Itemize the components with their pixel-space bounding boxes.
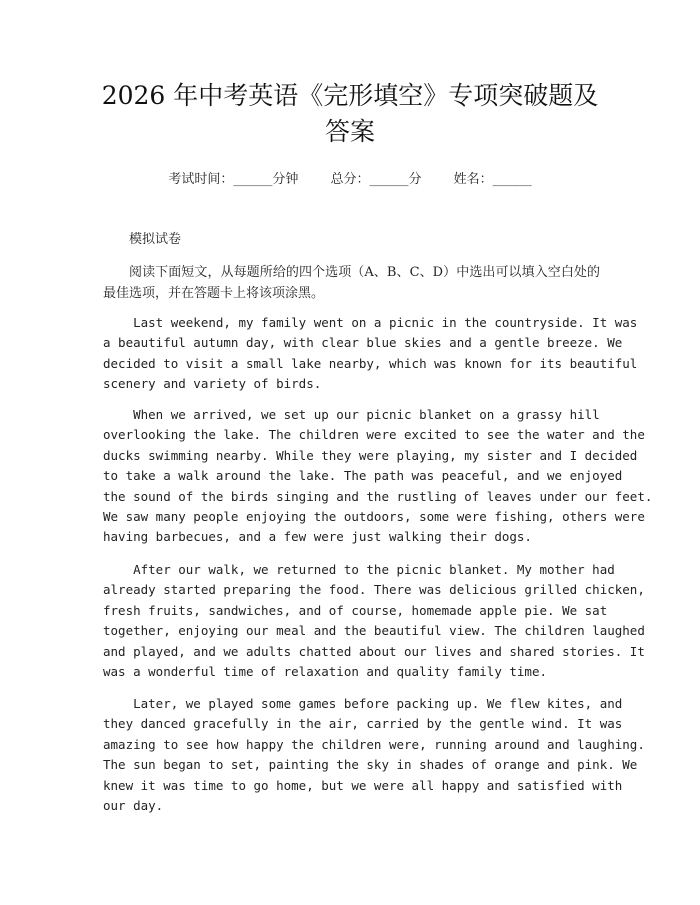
exam-time-unit: 分钟 bbox=[272, 172, 299, 187]
instructions: 阅读下面短文，从每题所给的四个选项（A、B、C、D）中选出可以填入空白处的最佳选项，并在答题卡上将该项涂黑。 bbox=[103, 265, 600, 301]
total-score-unit: 分 bbox=[408, 172, 422, 187]
exam-time-label: 考试时间： bbox=[168, 172, 234, 187]
exam-time-blank: ______ bbox=[233, 172, 273, 187]
passage-paragraph-1: Last weekend, my family went on a picnic in the countryside. It was a beautiful autumn day, with clear blue skies and a gentle breeze. We decided to visit a small lake nearby, which was known for its beautiful scenery and variety of birds. bbox=[103, 315, 638, 392]
total-score-blank: ______ bbox=[369, 172, 409, 187]
exam-info-bar bbox=[0, 168, 700, 187]
section-label: 模拟试卷 bbox=[129, 232, 182, 247]
passage-paragraph-2: When we arrived, we set up our picnic blanket on a grassy hill overlooking the lake. The children were excited to see the water and the ducks swimming nearby. While they were playing, my sister and I decided to take a walk around the lake. The path was peaceful, and we enjoyed the sound of the birds singing and the rustling of leaves under our feet. We saw many people enjoying the outdoors, some were fishing, others were having barbecues, and a few were just walking their dogs. bbox=[103, 407, 653, 545]
total-score bbox=[330, 168, 421, 187]
student-name-label: 姓名： bbox=[453, 172, 493, 187]
page-title bbox=[0, 78, 700, 150]
total-score-label: 总分： bbox=[330, 172, 370, 187]
title-line-2: 答案 bbox=[324, 117, 375, 146]
passage-paragraph-4: Later, we played some games before packing up. We flew kites, and they danced gracefully in the air, carried by the gentle wind. It was amazing to see how happy the children were, running around and laughing. The sun began to set, painting the sky in shades of orange and pink. We knew it was time to go home, but we were all happy and satisfied with our day. bbox=[103, 696, 645, 814]
title-line-1: 2026 年中考英语《完形填空》专项突破题及 bbox=[101, 81, 599, 110]
passage-paragraph-3: After our walk, we returned to the picnic blanket. My mother had already started preparing the food. There was delicious grilled chicken, fresh fruits, sandwiches, and of course, homemade apple pie. We sat together, enjoying our meal and the beautiful view. The children laughed and played, and we adults chatted about our lives and shared stories. It was a wonderful time of relaxation and quality family time. bbox=[103, 562, 645, 680]
exam-time bbox=[168, 168, 298, 187]
student-name bbox=[454, 168, 532, 187]
student-name-blank: ______ bbox=[492, 172, 532, 187]
